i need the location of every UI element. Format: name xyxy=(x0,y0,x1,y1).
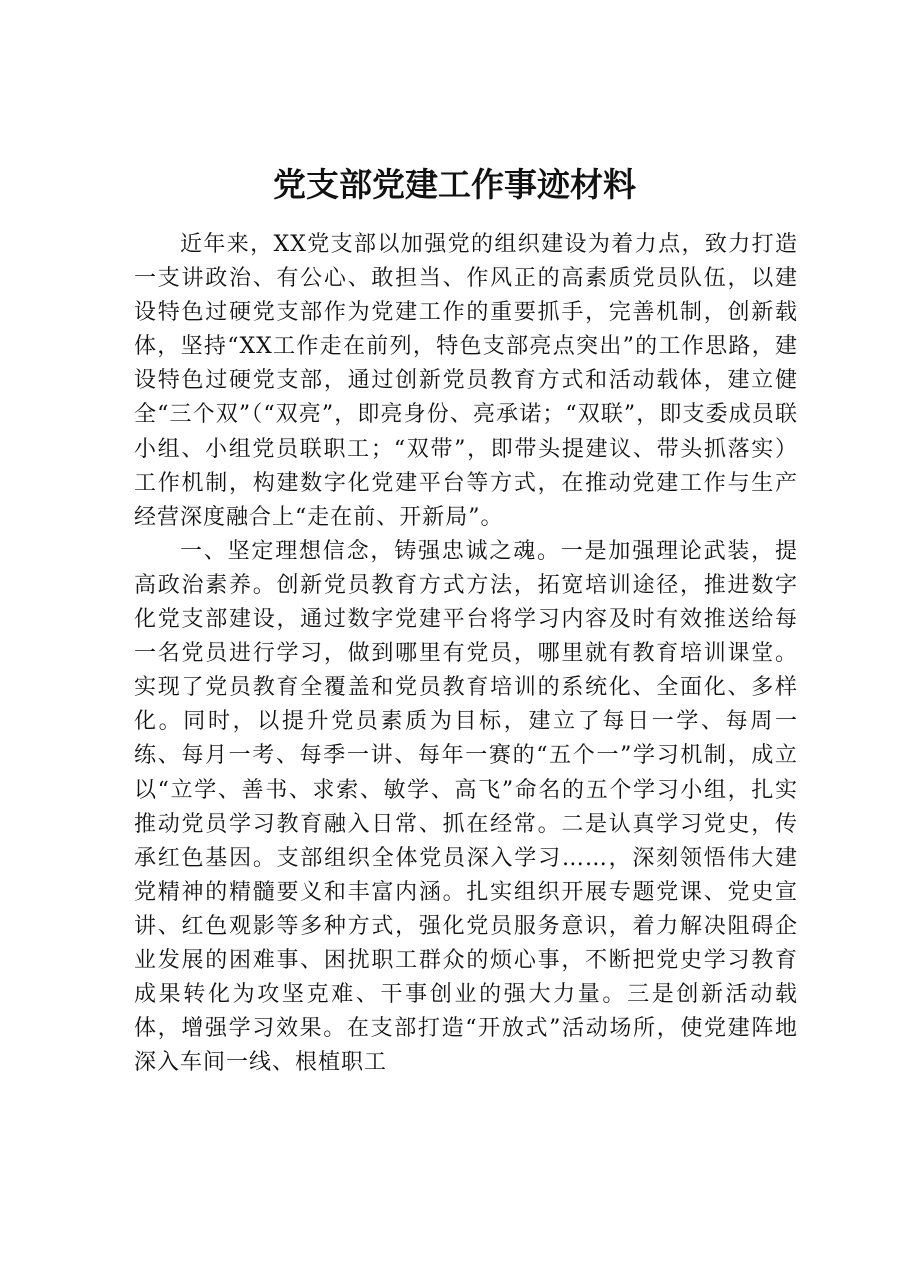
document-body xyxy=(134,228,798,1080)
paragraph-intro: 近年来，XX党支部以加强党的组织建设为着力点，致力打造一支讲政治、有公心、敢担当、作风正的高素质党员队伍，以建设特色过硬党支部作为党建工作的重要抓手，完善机制，创新载体，坚持“XX工作走在前列，特色支部亮点突出”的工作思路，建设特色过硬党支部，通过创新党员教育方式和活动载体，建立健全“三个双”（“双亮”，即亮身份、亮承诺；“双联”，即支委成员联小组、小组党员联职工；“双带”，即带头提建议、带头抓落实）工作机制，构建数字化党建平台等方式，在推动党建工作与生产经营深度融合上“走在前、开新局”。 xyxy=(134,232,798,530)
document-title: 党支部党建工作事迹材料 xyxy=(273,165,636,204)
paragraph-section-one: 一、坚定理想信念，铸强忠诚之魂。一是加强理论武装，提高政治素养。创新党员教育方式方法，拓宽培训途径，推进数字化党支部建设，通过数字党建平台将学习内容及时有效推送给每一名党员进行学习，做到哪里有党员，哪里就有教育培训课堂。实现了党员教育全覆盖和党员教育培训的系统化、全面化、多样化。同时，以提升党员素质为目标，建立了每日一学、每周一练、每月一考、每季一讲、每年一赛的“五个一”学习机制，成立以“立学、善书、求索、敏学、高飞”命名的五个学习小组，扎实推动党员学习教育融入日常、抓在经常。二是认真学习党史，传承红色基因。支部组织全体党员深入学习……，深刻领悟伟大建党精神的精髓要义和丰富内涵。扎实组织开展专题党课、党史宣讲、红色观影等多种方式，强化党员服务意识，着力解决阻碍企业发展的困难事、困扰职工群众的烦心事，不断把党史学习教育成果转化为攻坚克难、干事创业的强大力量。三是创新活动载体，增强学习效果。在支部打造“开放式”活动场所，使党建阵地深入车间一线、根植职工 xyxy=(134,538,798,1076)
